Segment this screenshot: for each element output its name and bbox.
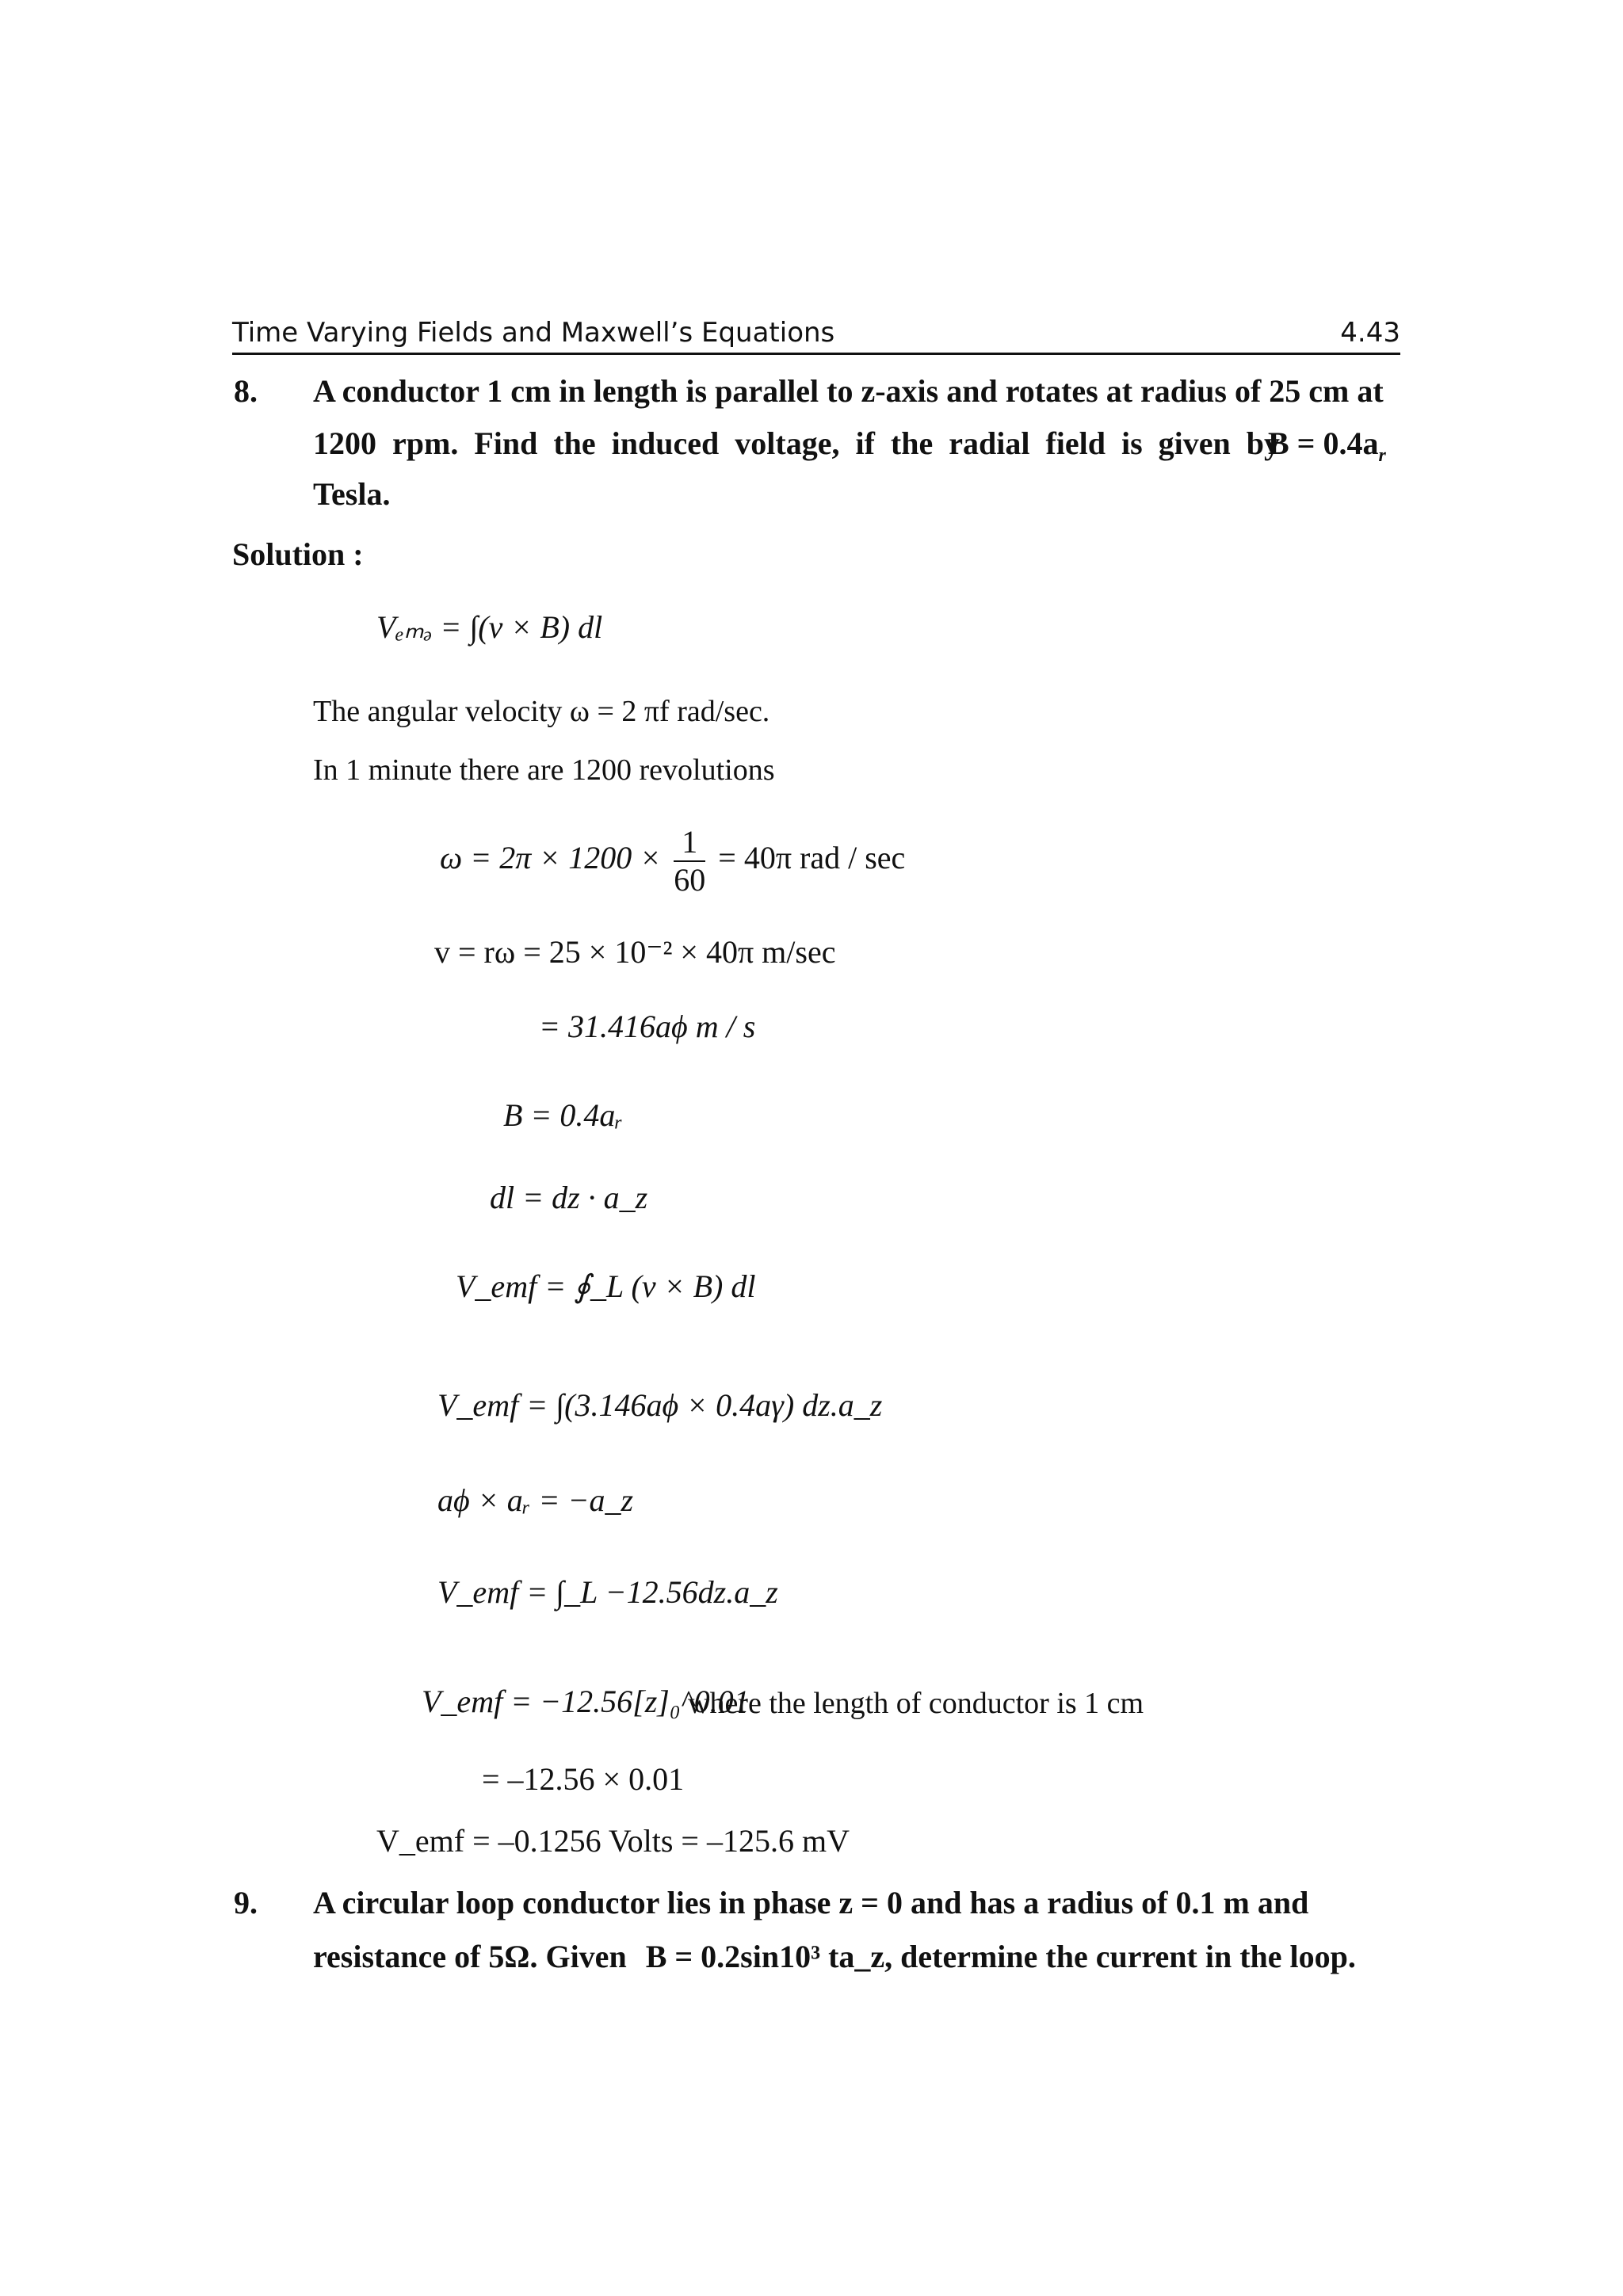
q8-line2: 1200 rpm. Find the induced voltage, if the radial field is given by [313,425,1281,461]
q8-field-sub: r [1378,445,1386,466]
eq-omega-fraction [674,824,705,898]
eq-vemf-definition: Vₑₘₔ = ∫(v × B) dl [376,609,603,645]
eq-vemf-substituted: V_emf = ∫(3.146aϕ × 0.4aγ) dz.a_z [437,1387,883,1423]
q9-line1: A circular loop conductor lies in phase z = 0 and has a radius of 0.1 m and [313,1885,1309,1920]
q9-field-math: B = 0.2sin10³ ta_z [645,1939,885,1974]
eq-omega-right: = 40π rad / sec [718,840,906,876]
eq-field-b: B = 0.4aᵣ [503,1097,624,1133]
revolutions-text: In 1 minute there are 1200 revolutions [313,753,775,787]
eq-omega-num: 1 [674,824,705,862]
q8-line3: Tesla. [313,476,391,512]
eq-omega-left: ω = 2π × 1200 × [440,840,662,876]
running-header-title: Time Varying Fields and Maxwell’s Equations [232,317,835,349]
eq-velocity: v = rω = 25 × 10⁻² × 40π m/sec [434,934,836,970]
q8-field-expression [1268,425,1386,467]
header-rule [232,353,1400,355]
eq-cross-product: aϕ × aᵣ = −a_z [437,1482,634,1518]
eq-dl: dl = dz · a_z [490,1180,648,1215]
eq-vemf-integral: V_emf = ∫_L −12.56dz.a_z [437,1574,778,1610]
eq-omega-den: 60 [674,862,706,898]
eq-product: = –12.56 × 0.01 [482,1761,685,1797]
eq-vemf-note: where the length of conductor is 1 cm [688,1687,1144,1720]
q8-line1: A conductor 1 cm in length is parallel to z-axis and rotates at radius of 25 cm at [313,373,1384,409]
eq-final-result: V_emf = –0.1256 Volts = –125.6 mV [376,1823,850,1859]
eq-vemf-evaluated: V_emf = −12.56[z]₀^0.01 [422,1684,750,1719]
q8-field-math: B = 0.4a [1268,425,1379,461]
q9-number: 9. [234,1885,258,1920]
angular-velocity-text: The angular velocity ω = 2 πf rad/sec. [313,695,770,728]
q9-line2 [313,1938,1356,1975]
eq-vemf-loop: V_emf = ∮_L (v × B) dl [456,1268,756,1304]
q9-line2-post: , determine the current in the loop. [884,1939,1356,1974]
q8-number: 8. [234,373,258,409]
solution-label: Solution : [232,536,364,572]
page-number: 4.43 [1340,317,1400,349]
q9-line2-pre: resistance of 5Ω. Given [313,1939,627,1974]
eq-velocity-result: = 31.416aϕ m / s [539,1009,756,1044]
eq-omega [440,824,905,898]
